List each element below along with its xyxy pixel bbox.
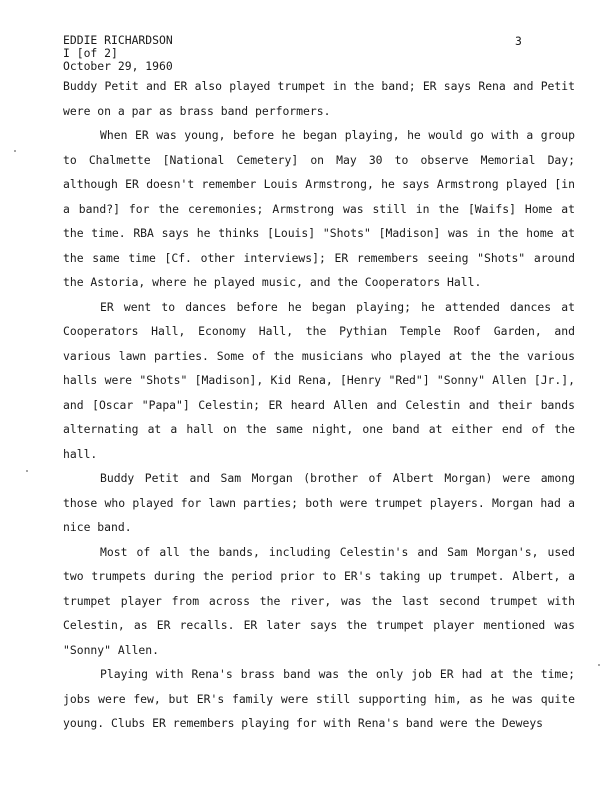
scan-speck <box>14 150 16 152</box>
header-name: EDDIE RICHARDSON <box>63 33 173 47</box>
paragraph: ER went to dances before he began playing; he attended dances at Cooperators Hall, Economy Hall, the Pythian Temple Roof Garden, and various lawn parties. Some of the musicians who played at the the various halls were "Shots" [Madison], Kid Rena, [Henry "Red"] "Sonny" Allen [Jr.], and [Oscar "Papa"] Celestin; ER heard Allen and Celestin and their bands alternating at a hall on the same night, one band at either end of the hall. <box>63 299 575 461</box>
scan-speck <box>26 470 28 472</box>
paragraph: Most of all the bands, including Celestin's and Sam Morgan's, used two trumpets during the period prior to ER's taking up trumpet. Albert, a trumpet player from across the river, was the last second trumpet with Celestin, as ER recalls. ER later says the trumpet player mentioned was "Sonny" Allen. <box>63 544 575 657</box>
header-reel: I [of 2] <box>63 46 118 60</box>
paragraph: Buddy Petit and ER also played trumpet in the band; ER says Rena and Petit were on a par as brass band performers. <box>63 79 575 118</box>
transcript-body <box>63 74 575 736</box>
header-date: October 29, 1960 <box>63 59 173 73</box>
paragraph: Buddy Petit and Sam Morgan (brother of Albert Morgan) were among those who played for lawn parties; both were trumpet players. Morgan had a nice band. <box>63 471 575 534</box>
paragraph: When ER was young, before he began playing, he would go with a group to Chalmette [National Cemetery] on May 30 to observe Memorial Day; although ER doesn't remember Louis Armstrong, he says Armstrong played [in a band?] for the ceremonies; Armstrong was still in the [Waifs] Home at the time. RBA says he thinks [Louis] "Shots" [Madison] was in the home at the same time [Cf. other interviews]; ER remembers seeing "Shots" around the Astoria, where he played music, and the Cooperators Hall. <box>63 128 575 289</box>
page-number: 3 <box>515 34 522 48</box>
scan-speck <box>598 664 600 666</box>
paragraph: Playing with Rena's brass band was the only job ER had at the time; jobs were few, but ER's family were still supporting him, as he was quite young. Clubs ER remembers playing for with Rena's band were the Deweys <box>63 667 575 730</box>
